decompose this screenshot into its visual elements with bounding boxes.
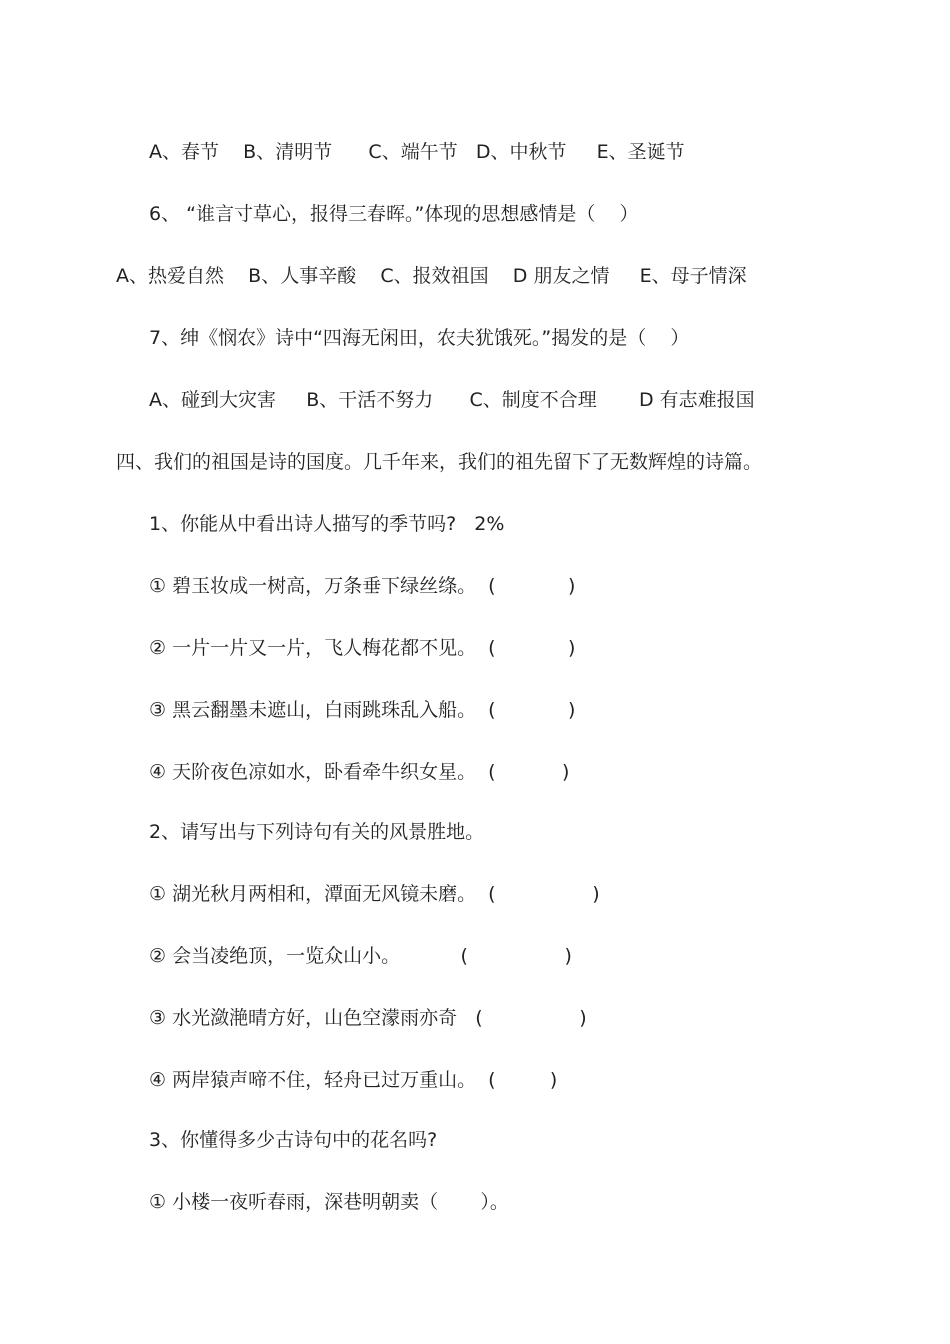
subquestion-2-item-1: ① 湖光秋月两相和，潭面无风镜未磨。 ( ) xyxy=(149,883,600,905)
subquestion-1-item-2: ② 一片一片又一片，飞人梅花都不见。 ( ) xyxy=(149,637,576,659)
question-7: 7、绅《悯农》诗中“四海无闲田，农夫犹饿死。”揭发的是（ ） xyxy=(149,327,690,349)
subquestion-3: 3、你懂得多少古诗句中的花名吗? xyxy=(149,1129,438,1151)
question-6-options: A、热爱自然 B、人事辛酸 C、报效祖国 D 朋友之情 E、母子情深 xyxy=(116,265,747,287)
subquestion-2-item-3: ③ 水光潋滟晴方好，山色空濛雨亦奇 ( ) xyxy=(149,1007,587,1029)
subquestion-3-item-1: ① 小楼一夜听春雨，深巷明朝卖（ ）。 xyxy=(149,1191,509,1213)
question-5-options: A、春节 B、清明节 C、端午节 D、中秋节 E、圣诞节 xyxy=(149,141,685,163)
subquestion-1-item-3: ③ 黑云翻墨未遮山，白雨跳珠乱入船。 ( ) xyxy=(149,699,576,721)
subquestion-2-item-4: ④ 两岸猿声啼不住，轻舟已过万重山。 ( ) xyxy=(149,1069,558,1091)
section-4-title: 四、我们的祖国是诗的国度。几千年来，我们的祖先留下了无数辉煌的诗篇。 xyxy=(116,451,763,473)
subquestion-1: 1、你能从中看出诗人描写的季节吗? 2% xyxy=(149,513,505,535)
subquestion-1-item-1: ① 碧玉妆成一树高，万条垂下绿丝绦。 ( ) xyxy=(149,575,576,597)
subquestion-2-item-2: ② 会当凌绝顶，一览众山小。 ( ) xyxy=(149,945,572,967)
question-7-options: A、碰到大灾害 B、干活不努力 C、制度不合理 D 有志难报国 xyxy=(149,389,755,411)
question-6: 6、 “谁言寸草心，报得三春晖。”体现的思想感情是（ ） xyxy=(149,203,639,225)
subquestion-2: 2、请写出与下列诗句有关的风景胜地。 xyxy=(149,821,485,843)
subquestion-1-item-4: ④ 天阶夜色凉如水，卧看牵牛织女星。 ( ) xyxy=(149,761,570,783)
